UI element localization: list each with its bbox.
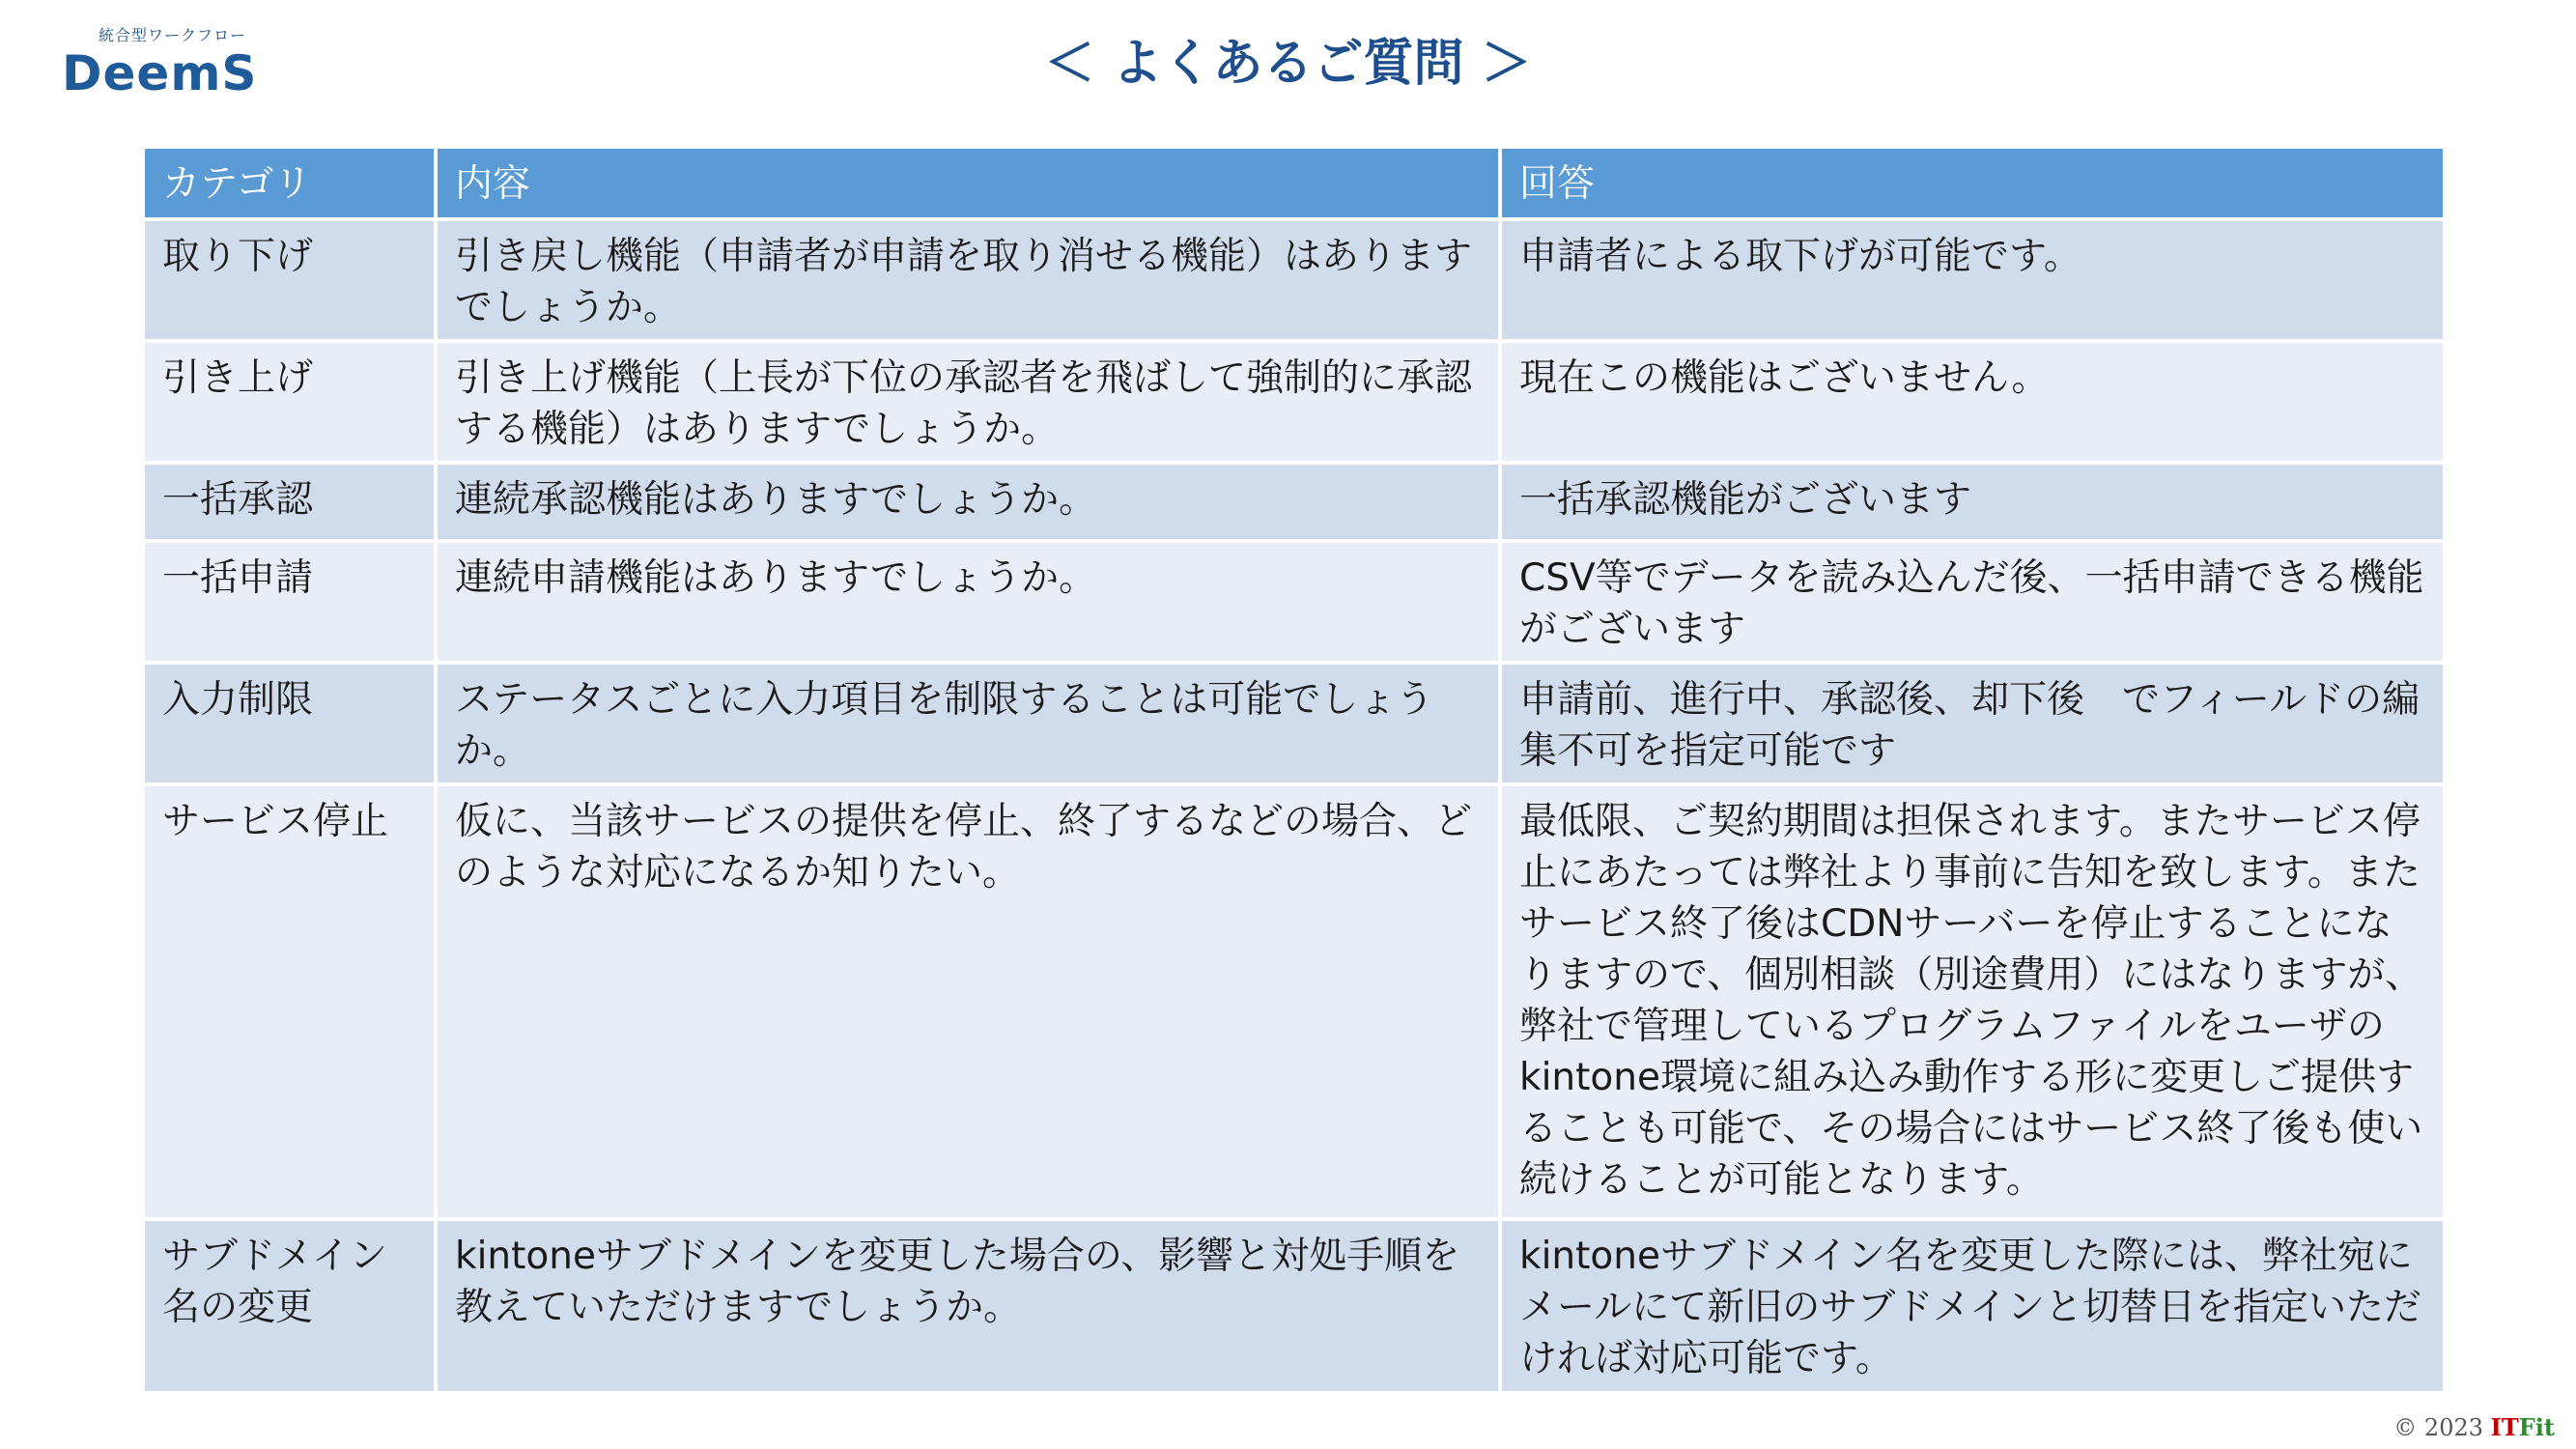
copyright-text: © 2023 xyxy=(2393,1414,2484,1441)
category-cell: 一括申請 xyxy=(143,541,436,663)
page-title: ＜ よくあるご質問 ＞ xyxy=(1044,35,1532,93)
table-row xyxy=(143,341,2445,463)
category-cell: 一括承認 xyxy=(143,463,436,541)
question-cell: 仮に、当該サービスの提供を停止、終了するなどの場合、どのような対応になるか知りたい。 xyxy=(436,784,1500,1219)
answer-cell: 申請前、進行中、承認後、却下後 でフィールドの編集不可を指定可能です xyxy=(1500,663,2445,784)
question-cell: 連続申請機能はありますでしょうか。 xyxy=(436,541,1500,663)
table-row xyxy=(143,541,2445,663)
table-row xyxy=(143,463,2445,541)
faq-table xyxy=(141,145,2447,1395)
brand-logo xyxy=(2491,1413,2555,1441)
header-category: カテゴリ xyxy=(143,147,436,219)
table-row xyxy=(143,219,2445,341)
question-cell: 引き上げ機能（上長が下位の承認者を飛ばして強制的に承認する機能）はありますでしょうか。 xyxy=(436,341,1500,463)
footer-copyright xyxy=(2393,1413,2555,1441)
answer-cell: 現在この機能はございません。 xyxy=(1500,341,2445,463)
question-cell: 引き戻し機能（申請者が申請を取り消せる機能）はありますでしょうか。 xyxy=(436,219,1500,341)
question-cell: kintoneサブドメインを変更した場合の、影響と対処手順を教えていただけますでしょうか。 xyxy=(436,1219,1500,1393)
category-cell: 取り下げ xyxy=(143,219,436,341)
answer-cell: 一括承認機能がございます xyxy=(1500,463,2445,541)
category-cell: 入力制限 xyxy=(143,663,436,784)
header-content: 内容 xyxy=(436,147,1500,219)
answer-cell: 申請者による取下げが可能です。 xyxy=(1500,219,2445,341)
table-row xyxy=(143,663,2445,784)
header-answer: 回答 xyxy=(1500,147,2445,219)
category-cell: サービス停止 xyxy=(143,784,436,1219)
category-cell: 引き上げ xyxy=(143,341,436,463)
answer-cell: kintoneサブドメイン名を変更した際には、弊社宛にメールにて新旧のサブドメインと切替日を指定いただければ対応可能です。 xyxy=(1500,1219,2445,1393)
answer-cell: 最低限、ご契約期間は担保されます。またサービス停止にあたっては弊社より事前に告知を致します。またサービス終了後はCDNサーバーを停止することになりますので、個別相談（別途費用）にはなりますが、弊社で管理しているプログラムファイルをユーザのkintone環境に組み込み動作する形に変更しご提供することも可能で、その場合にはサービス終了後も使い続けることが可能となります。 xyxy=(1500,784,2445,1219)
question-cell: 連続承認機能はありますでしょうか。 xyxy=(436,463,1500,541)
logo-tagline: 統合型ワークフロー xyxy=(99,26,247,44)
brand-fit: Fit xyxy=(2518,1413,2555,1441)
table-row xyxy=(143,784,2445,1219)
category-cell: サブドメイン名の変更 xyxy=(143,1219,436,1393)
logo-name: DeemS xyxy=(62,45,258,101)
table-row xyxy=(143,1219,2445,1393)
table-header-row xyxy=(143,147,2445,219)
answer-cell: CSV等でデータを読み込んだ後、一括申請できる機能がございます xyxy=(1500,541,2445,663)
question-cell: ステータスごとに入力項目を制限することは可能でしょうか。 xyxy=(436,663,1500,784)
brand-it: IT xyxy=(2490,1413,2519,1441)
